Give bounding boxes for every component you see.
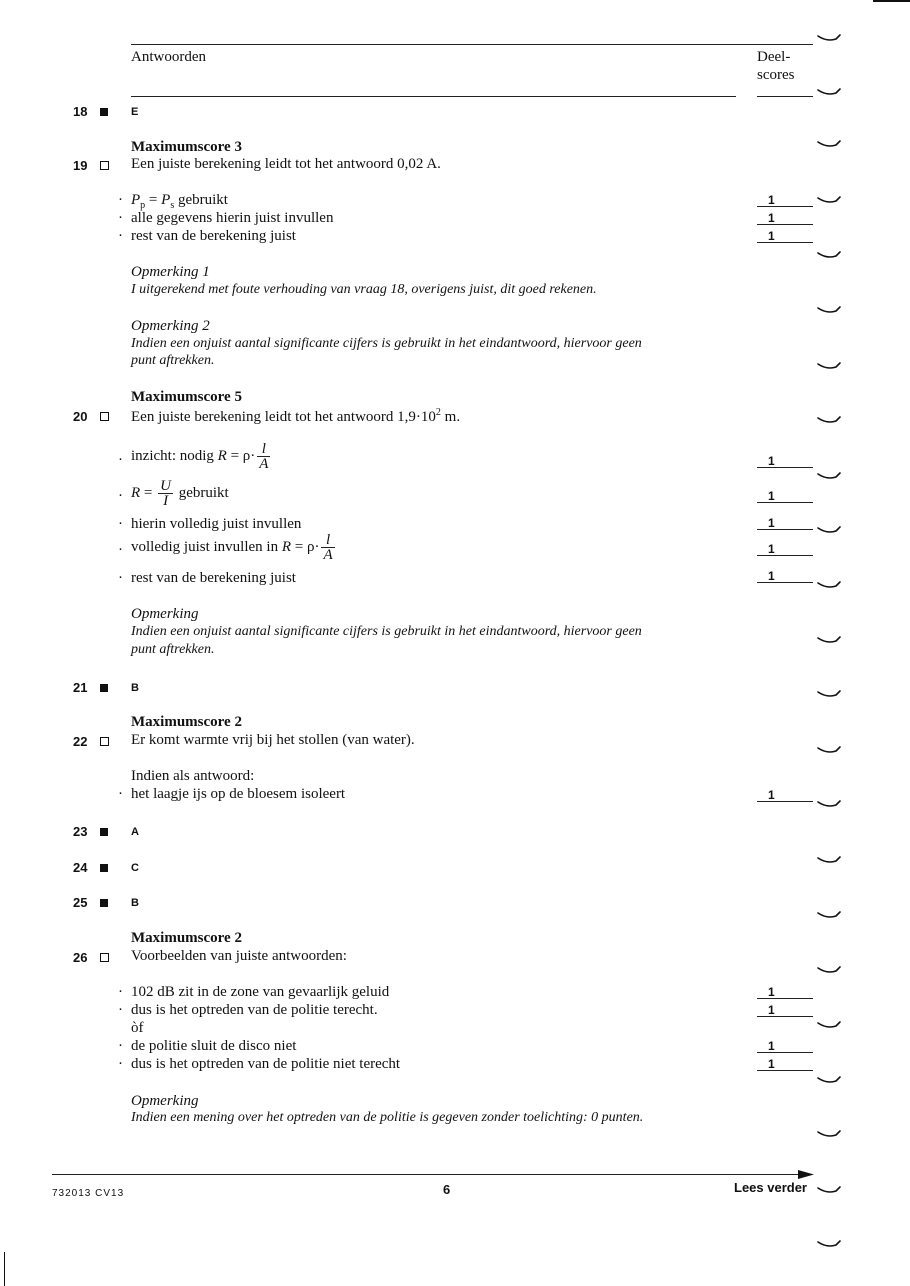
check-mark-icon [818, 307, 840, 312]
score-value: 1 [768, 1003, 775, 1017]
remark-26-title: Opmerking [131, 1093, 199, 1109]
check-mark-icon [818, 473, 840, 478]
answer-24: C [131, 862, 139, 874]
check-mark-icon [818, 637, 840, 642]
intro-20-exponent: 2 [435, 407, 441, 418]
question-number-18: 18 [73, 104, 88, 119]
check-mark-icon [818, 912, 840, 917]
intro-19: Een juiste berekening leidt tot het antwoord 0,02 A. [131, 156, 441, 172]
bullet: · [118, 228, 123, 244]
score-value: 1 [768, 985, 775, 999]
check-mark-icon [818, 1022, 840, 1027]
check-mark-icon [818, 801, 840, 806]
criterion-20-2-text: gebruikt [178, 484, 229, 501]
criterion-26-3: de politie sluit de disco niet [131, 1038, 297, 1054]
question-number-21: 21 [73, 680, 88, 695]
remark-26-text: Indien een mening over het optreden van de politie is gegeven zonder toelichting: 0 punten. [131, 1110, 644, 1125]
answers-column-header: Antwoorden [131, 49, 206, 65]
criterion-19-2: alle gegevens hierin juist invullen [131, 210, 334, 226]
bullet: · [118, 984, 123, 1000]
bullet: · [118, 516, 123, 532]
multiple-choice-marker [100, 684, 108, 692]
check-mark-icon [818, 141, 840, 146]
check-mark-icon [818, 89, 840, 94]
score-value: 1 [768, 193, 775, 207]
remark-20-title: Opmerking [131, 606, 199, 622]
open-question-marker [100, 953, 109, 962]
intro-22: Er komt warmte vrij bij het stollen (van water). [131, 732, 415, 748]
score-20-3 [757, 516, 813, 530]
maxscore-20: Maximumscore 5 [131, 389, 242, 405]
score-26-2 [757, 1003, 813, 1017]
intro-20 [131, 407, 460, 426]
multiple-choice-marker [100, 108, 108, 116]
formula-U-over-I: $\frac{U}{I}$ [160, 478, 171, 509]
criterion-26-1: 102 dB zit in de zone van gevaarlijk geluid [131, 984, 390, 1000]
question-number-26: 26 [73, 950, 88, 965]
remark-20-line2: punt aftrekken. [131, 642, 215, 657]
score-value: 1 [768, 542, 775, 556]
check-mark-icon [818, 417, 840, 422]
criterion-26-4: dus is het optreden van de politie niet terecht [131, 1056, 401, 1072]
intro-20-unit: m. [440, 409, 461, 425]
bullet: · [118, 1056, 123, 1072]
open-question-marker [100, 161, 109, 170]
intro-26: Voorbeelden van juiste antwoorden: [131, 948, 347, 964]
bullet: · [118, 1038, 123, 1054]
remark-20-line1: Indien een onjuist aantal significante cijfers is gebruikt in het eindantwoord, hiervoor geen [131, 624, 642, 639]
document-code: 732013 CV13 [52, 1188, 125, 1199]
check-mark-icon [818, 197, 840, 202]
bullet: · [118, 1002, 123, 1018]
check-mark-icon [818, 1187, 840, 1192]
criterion-20-3: hierin volledig juist invullen [131, 516, 302, 532]
alt-label-22: Indien als antwoord: [131, 768, 255, 784]
criterion-19-1: $P_p = P_s$ gebruikt [131, 192, 228, 211]
answer-18: E [131, 106, 139, 118]
bullet: · [118, 570, 123, 586]
criterion-19-1-text: gebruikt [177, 192, 228, 208]
criterion-20-1-text: inzicht: nodig [131, 447, 214, 464]
check-mark-icon [818, 1131, 840, 1136]
check-mark-icon [818, 527, 840, 532]
scan-edge-mark [4, 1252, 5, 1286]
score-value: 1 [768, 1039, 775, 1053]
maxscore-22: Maximumscore 2 [131, 714, 242, 730]
header-rule-scores [757, 96, 813, 97]
intro-20-text: Een juiste berekening leidt tot het antwoord 1,9·10 [131, 409, 436, 425]
check-marks [814, 20, 848, 1260]
formula-l-over-A: $\frac{l}{A}$ [323, 532, 333, 563]
score-value: 1 [768, 788, 775, 802]
check-mark-icon [818, 35, 840, 40]
score-value: 1 [768, 229, 775, 243]
question-number-23: 23 [73, 824, 88, 839]
score-value: 1 [768, 489, 775, 503]
continue-label: Lees verder [734, 1180, 807, 1195]
check-mark-icon [818, 363, 840, 368]
question-number-25: 25 [73, 895, 88, 910]
multiple-choice-marker [100, 864, 108, 872]
scores-header-line1: Deel- [757, 49, 791, 65]
scores-header-line2: scores [757, 67, 795, 83]
criterion-26-2: dus is het optreden van de politie terecht. [131, 1002, 378, 1018]
score-value: 1 [768, 516, 775, 530]
question-number-20: 20 [73, 409, 88, 424]
score-20-2 [757, 489, 813, 503]
criterion-20-4-text: volledig juist invullen in [131, 538, 279, 555]
score-19-1 [757, 193, 813, 207]
criterion-20-2: R = $\frac{U}{I}$ gebruikt [131, 478, 229, 509]
bullet: · [118, 786, 123, 802]
footer-rule [52, 1174, 802, 1175]
bullet: · [118, 542, 123, 558]
score-20-5 [757, 569, 813, 583]
score-20-1 [757, 454, 813, 468]
question-number-19: 19 [73, 158, 88, 173]
score-19-2 [757, 211, 813, 225]
score-20-4 [757, 542, 813, 556]
multiple-choice-marker [100, 828, 108, 836]
maxscore-26: Maximumscore 2 [131, 930, 242, 946]
check-mark-icon [818, 1241, 840, 1246]
open-question-marker [100, 737, 109, 746]
score-value: 1 [768, 569, 775, 583]
header-rule-answers [131, 96, 736, 97]
criterion-20-4: volledig juist invullen in R = ρ· $\frac{l}{A}$ [131, 532, 333, 563]
multiple-choice-marker [100, 899, 108, 907]
score-value: 1 [768, 454, 775, 468]
bullet: · [118, 192, 123, 208]
criterion-20-1: inzicht: nodig R = ρ· $\frac{l}{A}$ [131, 441, 269, 472]
answer-23: A [131, 826, 139, 838]
criterion-22-1: het laagje ijs op de bloesem isoleert [131, 786, 346, 802]
score-26-4 [757, 1057, 813, 1071]
edge-mark [873, 0, 910, 2]
score-22-1 [757, 788, 813, 802]
bullet: · [118, 452, 123, 468]
criterion-20-5: rest van de berekening juist [131, 570, 296, 586]
check-mark-icon [818, 1077, 840, 1082]
maxscore-19: Maximumscore 3 [131, 139, 242, 155]
check-mark-icon [818, 691, 840, 696]
question-number-22: 22 [73, 734, 88, 749]
remark-19-2-line2: punt aftrekken. [131, 353, 215, 368]
header-rule-top [131, 44, 813, 45]
page-number: 6 [443, 1182, 451, 1197]
check-mark-icon [818, 857, 840, 862]
check-mark-icon [818, 967, 840, 972]
answer-21: B [131, 682, 139, 694]
bullet: · [118, 488, 123, 504]
question-number-24: 24 [73, 860, 88, 875]
remark-19-2-title: Opmerking 2 [131, 318, 210, 334]
score-26-3 [757, 1039, 813, 1053]
check-mark-icon [818, 747, 840, 752]
bullet: · [118, 210, 123, 226]
remark-19-1-text: I uitgerekend met foute verhouding van vraag 18, overigens juist, dit goed rekenen. [131, 282, 597, 297]
answer-25: B [131, 897, 139, 909]
formula-l-over-A: $\frac{l}{A}$ [259, 441, 269, 472]
remark-19-2-line1: Indien een onjuist aantal significante cijfers is gebruikt in het eindantwoord, hiervoor geen [131, 336, 642, 351]
open-question-marker [100, 412, 109, 421]
check-mark-icon [818, 582, 840, 587]
check-mark-icon [818, 252, 840, 257]
arrow-right-icon [798, 1169, 814, 1180]
score-19-3 [757, 229, 813, 243]
score-26-1 [757, 985, 813, 999]
or-separator: òf [131, 1020, 144, 1036]
remark-19-1-title: Opmerking 1 [131, 264, 210, 280]
criterion-19-3: rest van de berekening juist [131, 228, 296, 244]
score-value: 1 [768, 211, 775, 225]
score-value: 1 [768, 1057, 775, 1071]
